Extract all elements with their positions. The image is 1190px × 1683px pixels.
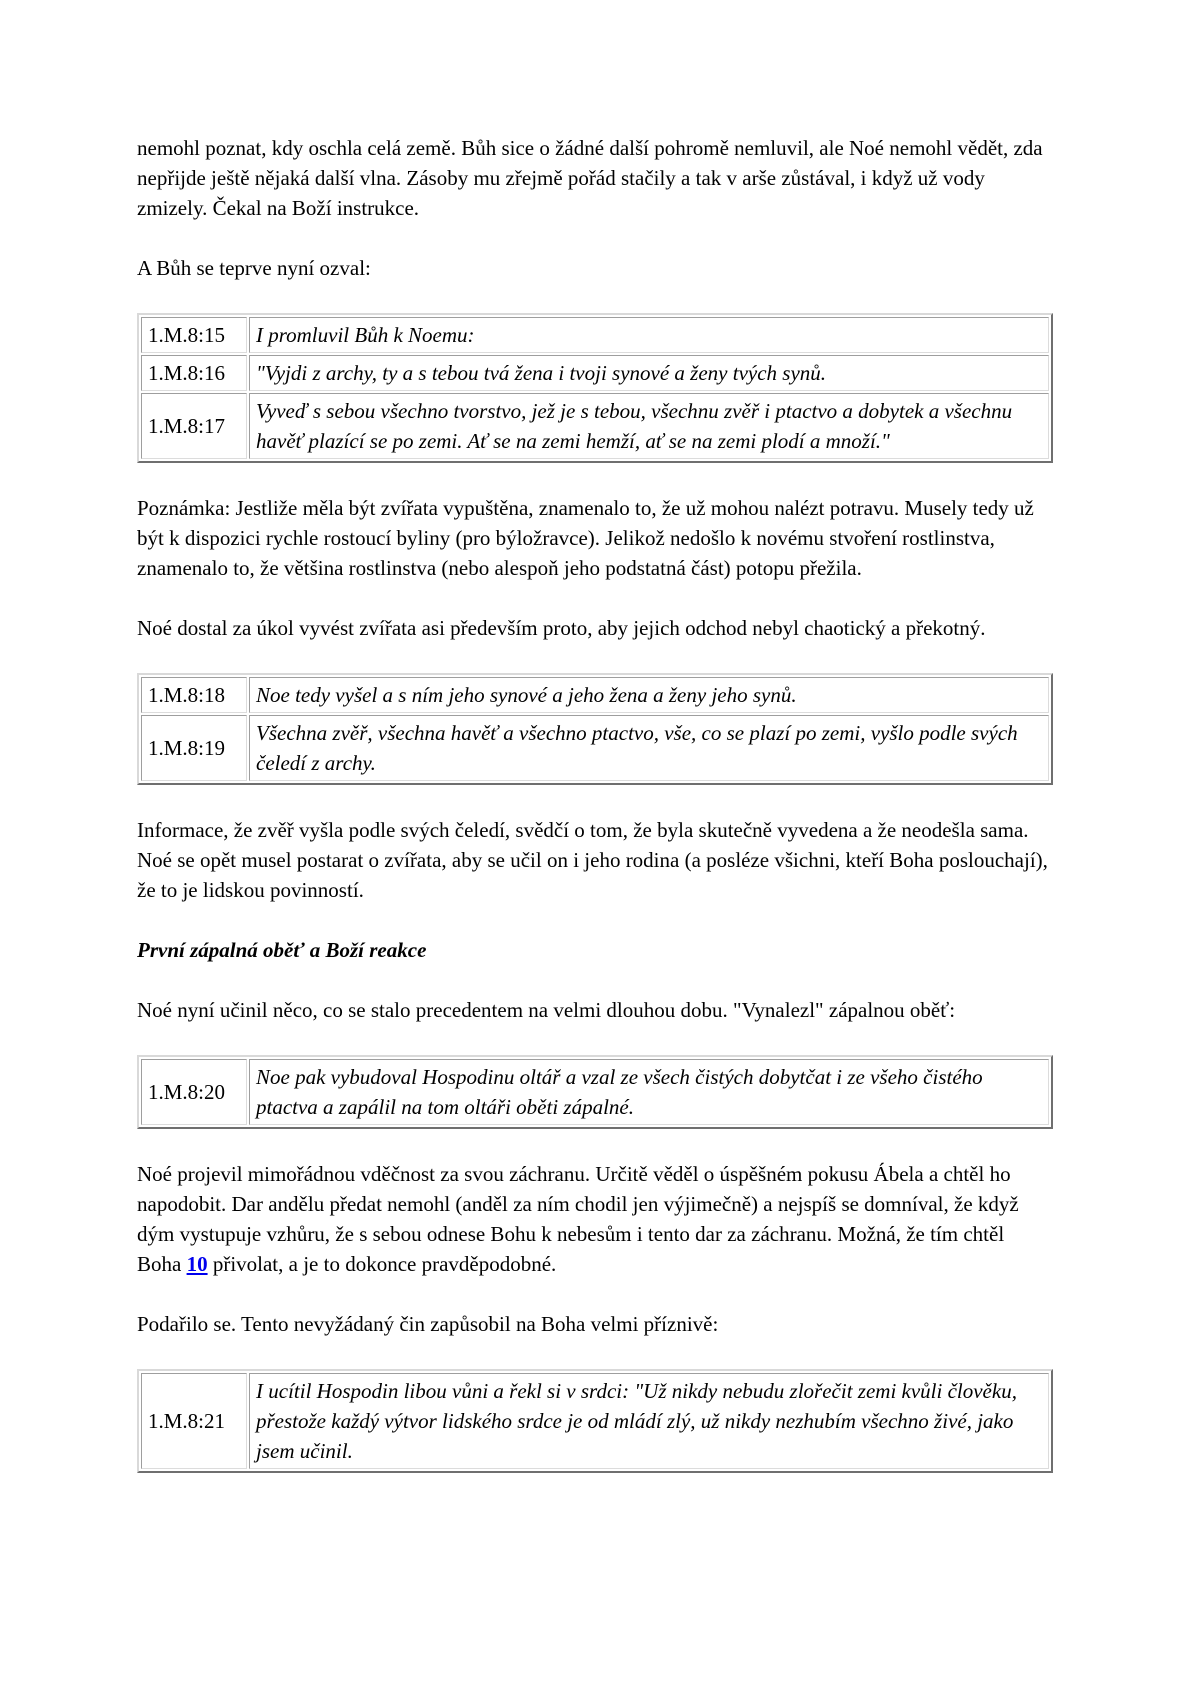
verse-ref: 1.M.8:19: [141, 715, 247, 781]
verse-text: I ucítil Hospodin libou vůni a řekl si v srdci: "Už nikdy nebudu zlořečit zemi kvůli člověku, přestože každý výtvor lidského srdce je od mládí zlý, už nikdy nezhubím všechno živé, jako jsem učinil.: [249, 1373, 1049, 1469]
verse-text: Vyveď s sebou všechno tvorstvo, jež je s tebou, všechnu zvěř i ptactvo a dobytek a všechnu havěť plazící se po zemi. Ať se na zemi hemží, ať se na zemi plodí a množí.": [249, 393, 1049, 459]
verse-ref: 1.M.8:20: [141, 1059, 247, 1125]
verse-text: Noe tedy vyšel a s ním jeho synové a jeho žena a ženy jeho synů.: [249, 677, 1049, 713]
verse-ref: 1.M.8:16: [141, 355, 247, 391]
paragraph-gratitude: [137, 1159, 1053, 1279]
table-row: [141, 355, 1049, 391]
table-row: [141, 317, 1049, 353]
paragraph-gratitude-text-after: přivolat, a je to dokonce pravděpodobné.: [207, 1252, 557, 1276]
verse-ref: 1.M.8:17: [141, 393, 247, 459]
verse-ref: 1.M.8:15: [141, 317, 247, 353]
paragraph-task: Noé dostal za úkol vyvést zvířata asi především proto, aby jejich odchod nebyl chaotický a překotný.: [137, 616, 986, 640]
paragraph-intro: nemohl poznat, kdy oschla celá země. Bůh sice o žádné další pohromě nemluvil, ale Noé nemohl vědět, zda nepřijde ještě nějaká další vlna. Zásoby mu zřejmě pořád stačily a tak v arše zůstával, i když už vody zmizely. Čekal na Boží instrukce.: [137, 136, 1043, 220]
verse-table-2: [137, 673, 1053, 785]
section-heading: První zápalná oběť a Boží reakce: [137, 938, 427, 962]
verse-table-1: [137, 313, 1053, 463]
verse-text: Noe pak vybudoval Hospodinu oltář a vzal ze všech čistých dobytčat i ze všeho čistého ptactva a zapálil na tom oltáři oběti zápalné.: [249, 1059, 1049, 1125]
verse-ref: 1.M.8:21: [141, 1373, 247, 1469]
paragraph-gratitude-text-before: Noé projevil mimořádnou vděčnost za svou záchranu. Určitě věděl o úspěšném pokusu Ábela a chtěl ho napodobit. Dar andělu předat nemohl (anděl za ním chodil jen výjimečně) a nejspíš se domníval, že když dým vystupuje vzhůru, že s sebou odnese Bohu k nebesům i tento dar za záchranu. Možná, že tím chtěl Boha: [137, 1162, 1019, 1276]
paragraph-success: Podařilo se. Tento nevyžádaný čin zapůsobil na Boha velmi příznivě:: [137, 1312, 719, 1336]
paragraph-precedent: Noé nyní učinil něco, co se stalo precedentem na velmi dlouhou dobu. "Vynalezl" zápalnou oběť:: [137, 998, 956, 1022]
table-row: [141, 1059, 1049, 1125]
paragraph-note: Poznámka: Jestliže měla být zvířata vypuštěna, znamenalo to, že už mohou nalézt potravu. Musely tedy už být k dispozici rychle rostoucí byliny (pro býložravce). Jelikož nedošlo k novému stvoření rostlinstva, znamenalo to, že většina rostlinstva (nebo alespoň jeho podstatná část) potopu přežila.: [137, 496, 1034, 580]
verse-table-3: [137, 1055, 1053, 1129]
table-row: [141, 677, 1049, 713]
verse-ref: 1.M.8:18: [141, 677, 247, 713]
verse-table-4: [137, 1369, 1053, 1473]
verse-text: Všechna zvěř, všechna havěť a všechno ptactvo, vše, co se plazí po zemi, vyšlo podle svých čeledí z archy.: [249, 715, 1049, 781]
table-row: [141, 393, 1049, 459]
paragraph-information: Informace, že zvěř vyšla podle svých čeledí, svědčí o tom, že byla skutečně vyvedena a že neodešla sama. Noé se opět musel postarat o zvířata, aby se učil on i jeho rodina (a posléze všichni, kteří Boha poslouchají), že to je lidskou povinností.: [137, 818, 1048, 902]
paragraph-god-spoke: A Bůh se teprve nyní ozval:: [137, 256, 371, 280]
verse-text: I promluvil Bůh k Noemu:: [249, 317, 1049, 353]
table-row: [141, 1373, 1049, 1469]
verse-text: "Vyjdi z archy, ty a s tebou tvá žena i tvoji synové a ženy tvých synů.: [249, 355, 1049, 391]
footnote-link-10[interactable]: 10: [186, 1252, 208, 1276]
table-row: [141, 715, 1049, 781]
